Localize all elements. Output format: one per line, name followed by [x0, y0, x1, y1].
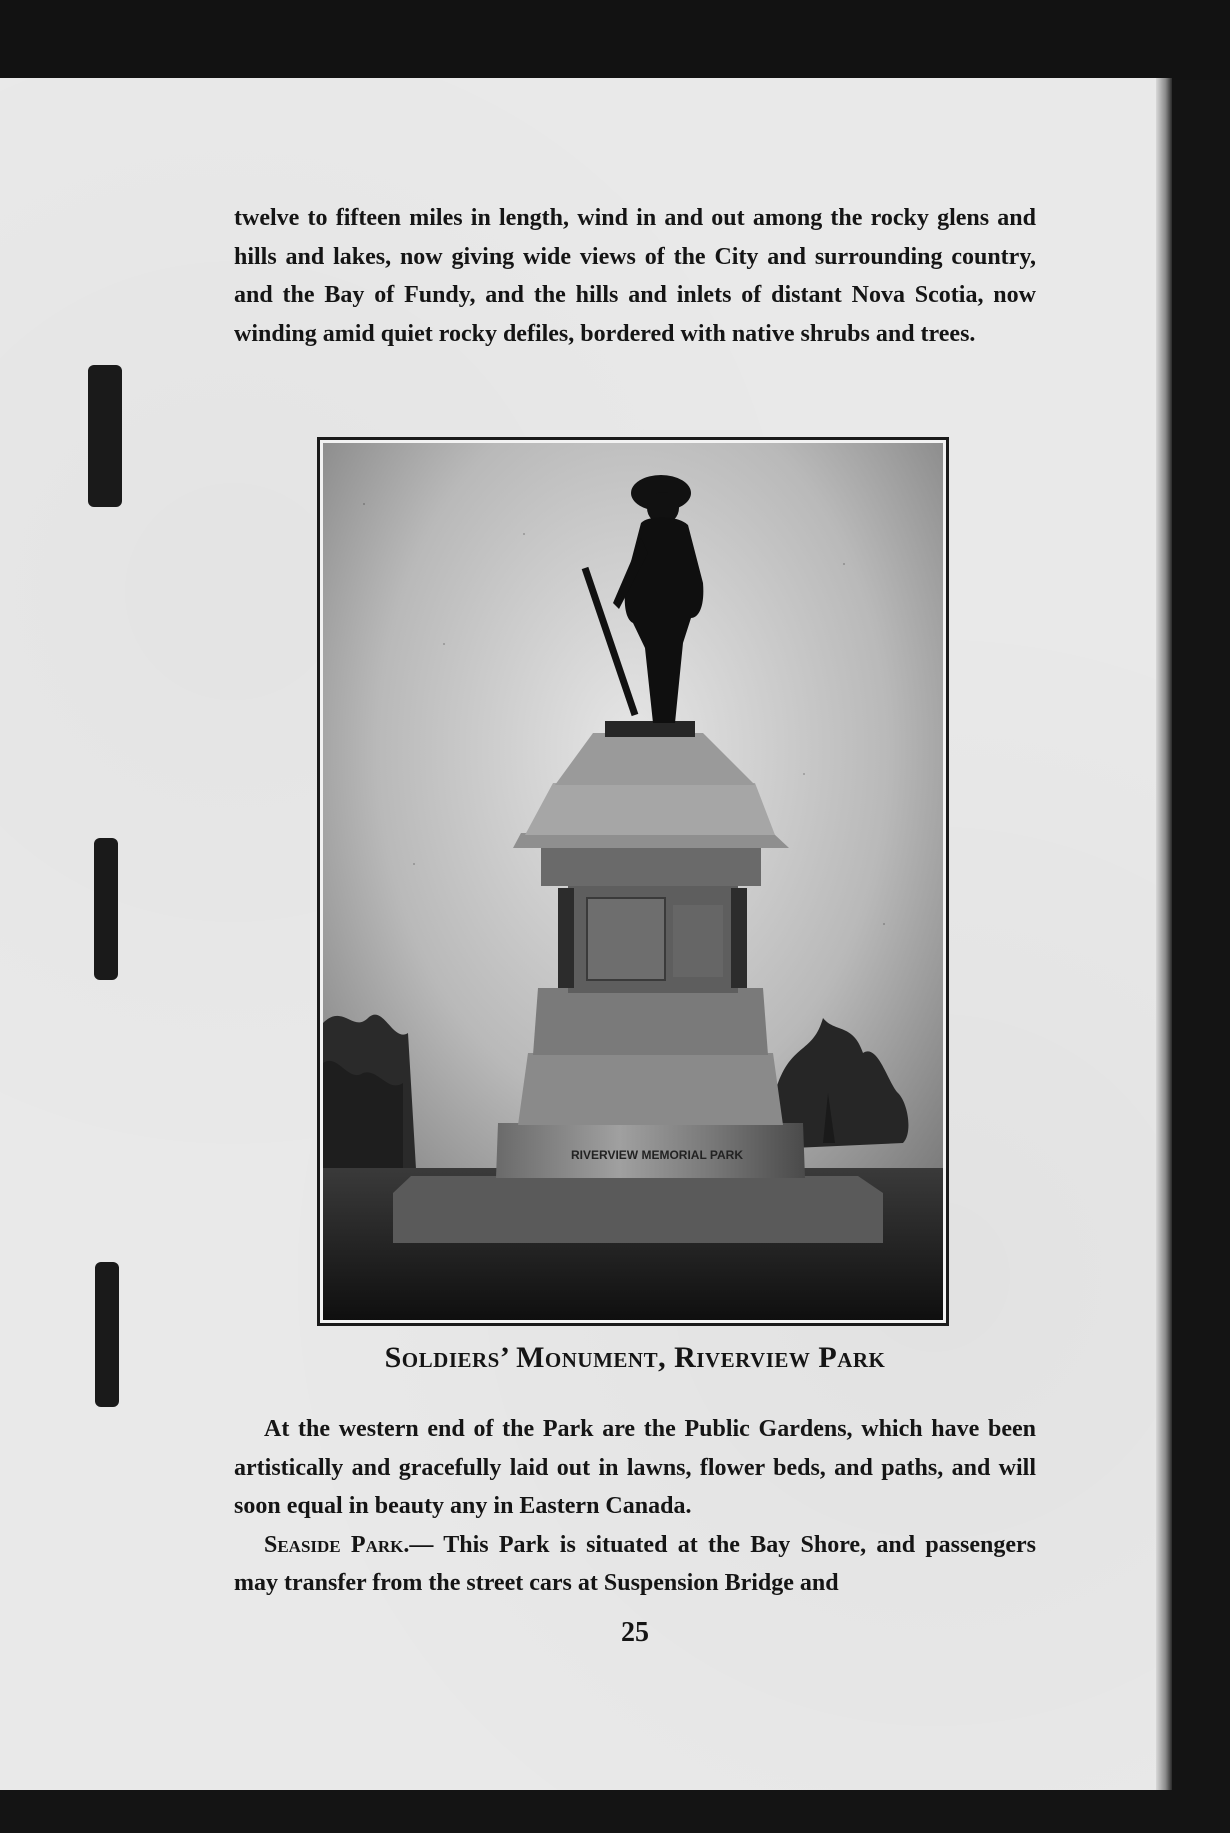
monument-figure: [317, 437, 949, 1326]
soldiers-monument-photo: [323, 443, 943, 1320]
seaside-park-paragraph: [234, 1526, 1036, 1603]
seaside-park-heading: Seaside Park.: [264, 1531, 410, 1558]
page-number: 25: [621, 1617, 649, 1648]
seaside-park-text: This Park is situated at the Bay Shore, and passengers may transfer from the street cars at Suspension Bridge and: [234, 1531, 1036, 1596]
pedestal-inscription-text: RIVERVIEW MEMORIAL PARK: [571, 1148, 744, 1162]
lower-text: [234, 1410, 1036, 1603]
page-edge-shadow: [1156, 78, 1172, 1790]
binding-mark-upper: [88, 365, 122, 507]
binding-mark-middle: [94, 838, 118, 980]
public-gardens-paragraph: At the western end of the Park are the Public Gardens, which have been artistically and gracefully laid out in lawns, flower beds, and paths, and will soon equal in beauty any in Eastern Canada.: [234, 1416, 1036, 1519]
binding-mark-lower: [95, 1262, 119, 1407]
figure-caption: Soldiers’ Monument, Riverview Park: [384, 1341, 886, 1374]
scan-border-top: [0, 0, 1230, 80]
top-paragraph-text: twelve to fifteen miles in length, wind in and out among the rocky glens and hills and lakes, now giving wide views of the City and surrounding country, and the Bay of Fundy, and the hills and inlets of distant Nova Scotia, now winding amid quiet rocky defiles, bordered with native shrubs and trees.: [234, 205, 1036, 347]
top-paragraph: [234, 199, 1036, 353]
seaside-park-dash: —: [409, 1531, 434, 1558]
